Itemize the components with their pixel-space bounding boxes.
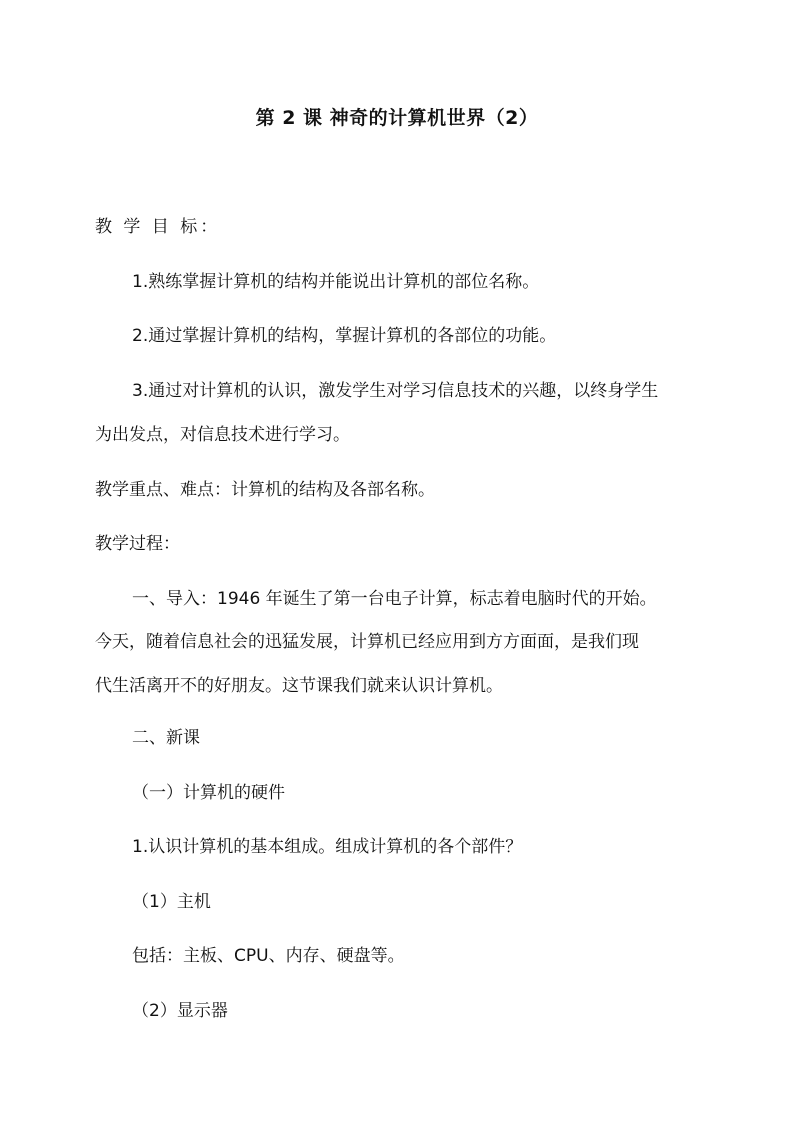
key-points: 教学重点、难点：计算机的结构及各部名称。	[95, 480, 435, 500]
goal-3-line-1: 3.通过对计算机的认识，激发学生对学习信息技术的兴趣，以终身学生	[132, 381, 659, 401]
goals-heading: 教 学 目 标：	[95, 217, 221, 237]
intro-line-2: 今天，随着信息社会的迅猛发展，计算机已经应用到方方面面，是我们现	[95, 632, 639, 652]
goal-3-line-2: 为出发点，对信息技术进行学习。	[95, 425, 350, 445]
sub-item-host: （1）主机	[132, 892, 211, 912]
lesson-title: 第 2 课 神奇的计算机世界（2）	[255, 107, 539, 129]
item-basic-components: 1.认识计算机的基本组成。组成计算机的各个部件？	[132, 837, 523, 857]
process-heading: 教学过程：	[95, 534, 180, 554]
goal-1: 1.熟练掌握计算机的结构并能说出计算机的部位名称。	[132, 272, 540, 292]
sub-item-monitor: （2）显示器	[132, 1001, 228, 1021]
new-lesson-heading: 二、新课	[132, 728, 200, 748]
intro-line-3: 代生活离开不的好朋友。这节课我们就来认识计算机。	[95, 676, 503, 696]
host-detail: 包括：主板、CPU、内存、硬盘等。	[132, 946, 405, 966]
section-hardware: （一）计算机的硬件	[132, 783, 285, 803]
intro-line-1: 一、导入：1946 年诞生了第一台电子计算，标志着电脑时代的开始。	[132, 589, 657, 609]
goal-2: 2.通过掌握计算机的结构，掌握计算机的各部位的功能。	[132, 326, 557, 346]
